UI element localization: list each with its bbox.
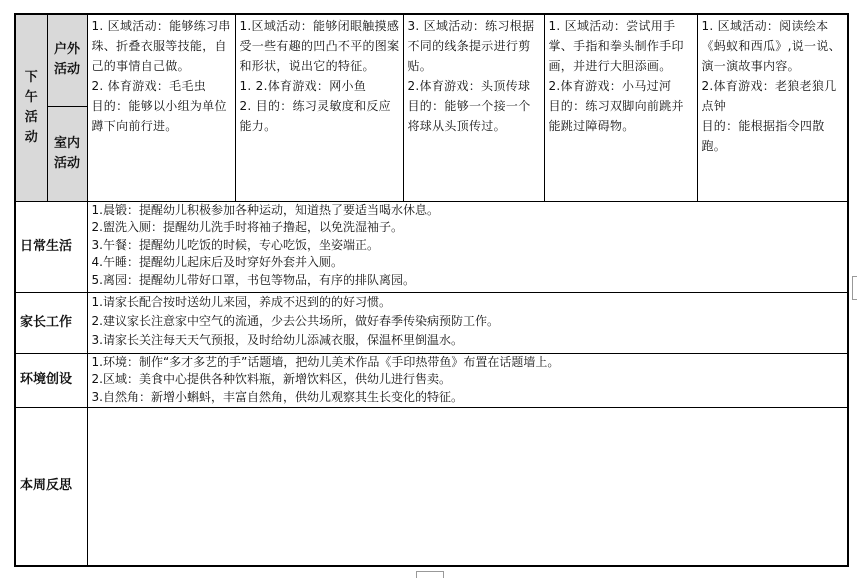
environment-label: 环境创设	[15, 353, 87, 407]
reflection-content[interactable]	[87, 407, 848, 566]
day-4-activities: 1. 区域活动：尝试用手掌、手指和拳头制作手印画，并进行大胆添画。 2.体育游戏：小马过河 目的：练习双脚向前跳并能跳过障碍物。	[544, 14, 697, 201]
day-3-activities: 3. 区域活动：练习根据不同的线条提示进行剪贴。 2.体育游戏：头顶传球 目的：能够一个接一个将球从头顶传过。	[403, 14, 544, 201]
outdoor-activity-label: 户外活动	[47, 14, 87, 106]
day-5-activities: 1. 区域活动：阅读绘本《蚂蚁和西瓜》,说一说、演一演故事内容。 2.体育游戏：老狼老狼几点钟 目的：能根据指令四散跑。	[697, 14, 848, 201]
environment-row	[15, 353, 848, 407]
environment-content: 1.环境：制作“多才多艺的手”话题墙，把幼儿美术作品《手印热带鱼》布置在话题墙上。 2.区域：美食中心提供各种饮料瓶，新增饮料区，供幼儿进行售卖。 3.自然角：新增小蝌蚪，丰富自然角，供幼儿观察其生长变化的特征。	[87, 353, 848, 407]
reflection-label: 本周反思	[15, 407, 87, 566]
weekly-plan-page	[14, 13, 847, 569]
daily-life-content: 1.晨锻：提醒幼儿积极参加各种运动，知道热了要适当喝水休息。 2.盥洗入厕：提醒幼儿洗手时将袖子撸起，以免洗湿袖子。 3.午餐：提醒幼儿吃饭的时候，专心吃饭，坐姿端正。 4.午睡：提醒幼儿起床后及时穿好外套并入厕。 5.离园：提醒幼儿带好口罩，书包等物品，有序的排队离园。	[87, 201, 848, 292]
parent-work-content: 1.请家长配合按时送幼儿来园，养成不迟到的的好习惯。 2.建议家长注意家中空气的流通，少去公共场所，做好春季传染病预防工作。 3.请家长关注每天天气预报，及时给幼儿添减衣服，保温杯里倒温水。	[87, 292, 848, 353]
reflection-row	[15, 407, 848, 566]
daily-life-row	[15, 201, 848, 292]
parent-work-label: 家长工作	[15, 292, 87, 353]
day-1-activities: 1. 区域活动：能够练习串珠、折叠衣服等技能，自己的事情自己做。 2. 体育游戏：毛毛虫 目的：能够以小组为单位蹲下向前行进。	[87, 14, 235, 201]
daily-life-label: 日常生活	[15, 201, 87, 292]
indoor-activity-label: 室内活动	[47, 106, 87, 201]
day-2-activities: 1.区域活动：能够闭眼触摸感受一些有趣的凹凸不平的图案和形状，说出它的特征。 1. 2.体育游戏：网小鱼 2. 目的：练习灵敏度和反应能力。	[235, 14, 403, 201]
afternoon-activity-label: 下午活动	[15, 14, 47, 201]
afternoon-outdoor-row	[15, 14, 848, 106]
parent-work-row	[15, 292, 848, 353]
weekly-plan-table	[14, 13, 849, 567]
table-resize-handle[interactable]	[852, 276, 857, 300]
